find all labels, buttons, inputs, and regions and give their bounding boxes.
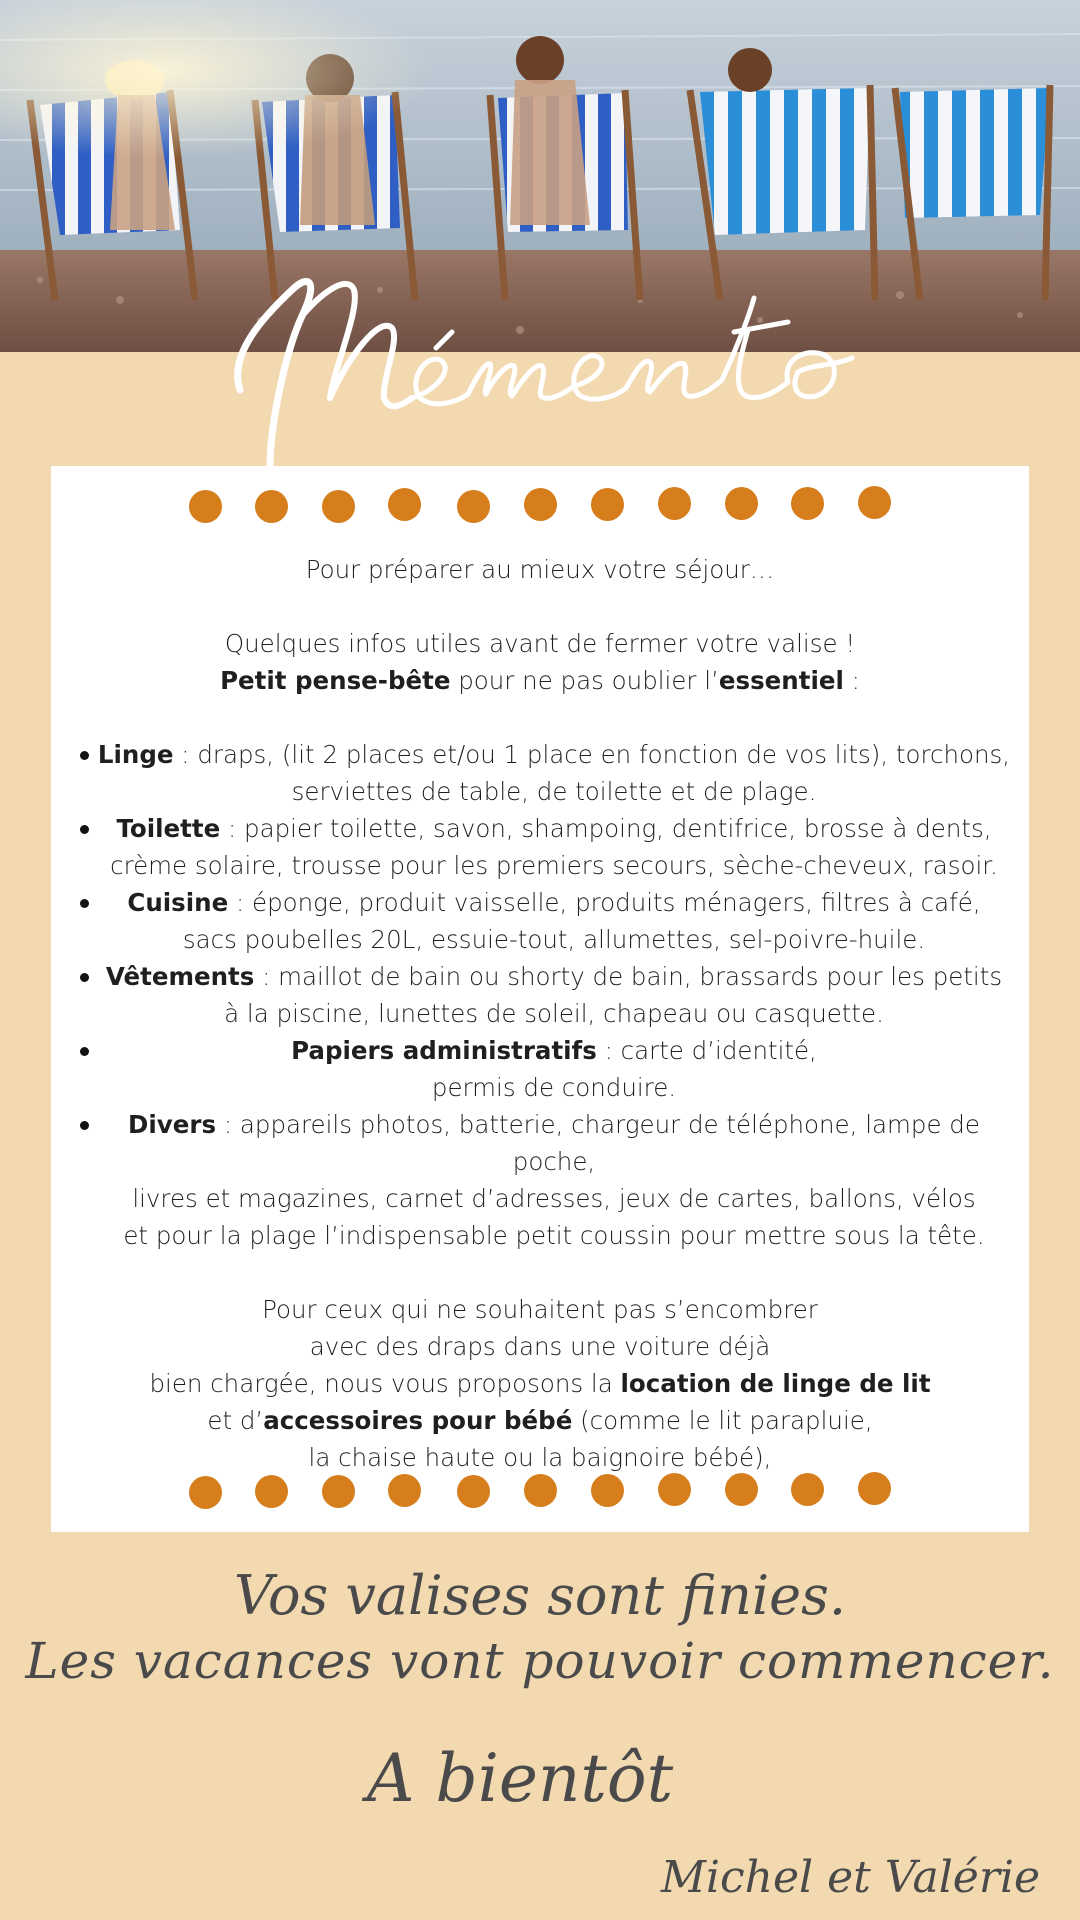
bullet-icon xyxy=(80,1121,89,1130)
list-item-label: Papiers administratifs xyxy=(291,1036,597,1065)
list-item-text: : carte d’identité, xyxy=(596,1036,817,1065)
decorative-dot xyxy=(189,490,222,523)
rental-line-1: Pour ceux qui ne souhaitent pas s’encombrer xyxy=(262,1295,818,1324)
list-item-label: Linge xyxy=(97,740,174,769)
page-title xyxy=(222,258,862,478)
list-item-label: Cuisine xyxy=(127,888,229,917)
list-item-text: crème solaire, trousse pour les premiers secours, sèche-cheveux, rasoir. xyxy=(110,851,998,880)
intro-bold-b: essentiel xyxy=(718,666,844,695)
rental-bold: location de linge de lit xyxy=(620,1369,931,1398)
decorative-dot xyxy=(322,490,355,523)
bullet-icon xyxy=(80,825,89,834)
signature: Michel et Valérie xyxy=(660,1852,1040,1903)
list-item-text: à la piscine, lunettes de soleil, chapeau ou casquette. xyxy=(224,999,884,1028)
memento-card xyxy=(51,466,1029,1532)
rental-bold: accessoires pour bébé xyxy=(263,1406,573,1435)
list-item-text: : appareils photos, batterie, chargeur de téléphone, lampe de poche, xyxy=(216,1110,980,1176)
rental-line-5: la chaise haute ou la baignoire bébé), xyxy=(308,1443,772,1472)
checklist xyxy=(51,736,1029,1254)
intro-bold-a: Petit pense-bête xyxy=(220,666,451,695)
decorative-dot xyxy=(858,1472,891,1505)
list-item xyxy=(51,958,1029,1032)
decorative-dot xyxy=(591,1474,624,1507)
card-content xyxy=(51,551,1029,1476)
list-item xyxy=(51,1032,1029,1106)
decorative-dot xyxy=(457,490,490,523)
rental-line-3 xyxy=(51,1365,1029,1402)
decorative-dot xyxy=(858,486,891,519)
closing-line-1: Vos valises sont finies. xyxy=(234,1564,846,1627)
list-item-text: permis de conduire. xyxy=(431,1073,677,1102)
decorative-dot xyxy=(524,1474,557,1507)
decorative-dot xyxy=(658,1473,691,1506)
decorative-dot xyxy=(791,1473,824,1506)
decorative-dot xyxy=(457,1475,490,1508)
list-item-label: Vêtements xyxy=(105,962,255,991)
list-item-label: Divers xyxy=(128,1110,217,1139)
decorative-dot xyxy=(725,487,758,520)
list-item-text: serviettes de table, de toilette et de plage. xyxy=(291,777,817,806)
list-item-text: et pour la plage l’indispensable petit coussin pour mettre sous la tête. xyxy=(123,1221,985,1250)
list-item-text: : éponge, produit vaisselle, produits ménagers, filtres à café, xyxy=(228,888,981,917)
list-item xyxy=(51,884,1029,958)
decorative-dot xyxy=(255,1475,288,1508)
list-item-text: : maillot de bain ou shorty de bain, brassards pour les petits xyxy=(254,962,1003,991)
bullet-icon xyxy=(80,973,89,982)
closing-line-2: Les vacances vont pouvoir commencer. xyxy=(25,1632,1055,1690)
decorative-dot xyxy=(189,1476,222,1509)
bullet-icon xyxy=(80,751,89,760)
intro-mid: pour ne pas oublier l’ xyxy=(450,666,719,695)
decorative-dot xyxy=(791,487,824,520)
list-item-text: sacs poubelles 20L, essuie-tout, allumettes, sel-poivre-huile. xyxy=(182,925,926,954)
intro-end: : xyxy=(843,666,860,695)
rental-line-4 xyxy=(51,1402,1029,1439)
title-script-lettering xyxy=(222,258,862,478)
decorative-dot xyxy=(524,488,557,521)
rental-text: et d’ xyxy=(207,1406,264,1435)
list-item-text: livres et magazines, carnet d’adresses, jeux de cartes, ballons, vélos xyxy=(132,1184,976,1213)
decorative-dot xyxy=(255,490,288,523)
dot-row-bottom xyxy=(51,1472,1029,1512)
decorative-dot xyxy=(322,1475,355,1508)
list-item-text: : papier toilette, savon, shampoing, dentifrice, brosse à dents, xyxy=(220,814,992,843)
rental-text: bien chargée, nous vous proposons la xyxy=(149,1369,621,1398)
list-item-text: : draps, (lit 2 places et/ou 1 place en fonction de vos lits), torchons, xyxy=(173,740,1011,769)
decorative-dot xyxy=(725,1473,758,1506)
closing-message xyxy=(0,1530,1080,1920)
decorative-dot xyxy=(388,488,421,521)
rental-text: (comme le lit parapluie, xyxy=(572,1406,873,1435)
list-item xyxy=(51,810,1029,884)
intro-line-2: Quelques infos utiles avant de fermer votre valise ! xyxy=(224,629,856,658)
dot-row-top xyxy=(51,486,1029,526)
decorative-dot xyxy=(591,488,624,521)
decorative-dot xyxy=(388,1474,421,1507)
bullet-icon xyxy=(80,899,89,908)
closing-line-3: A bientôt xyxy=(366,1740,674,1817)
list-item xyxy=(51,1106,1029,1254)
list-item xyxy=(51,736,1029,810)
bullet-icon xyxy=(80,1047,89,1056)
intro-line-1: Pour préparer au mieux votre séjour… xyxy=(305,555,775,584)
intro-line-3 xyxy=(51,662,1029,699)
list-item-label: Toilette xyxy=(116,814,221,843)
decorative-dot xyxy=(658,487,691,520)
rental-line-2: avec des draps dans une voiture déjà xyxy=(309,1332,771,1361)
